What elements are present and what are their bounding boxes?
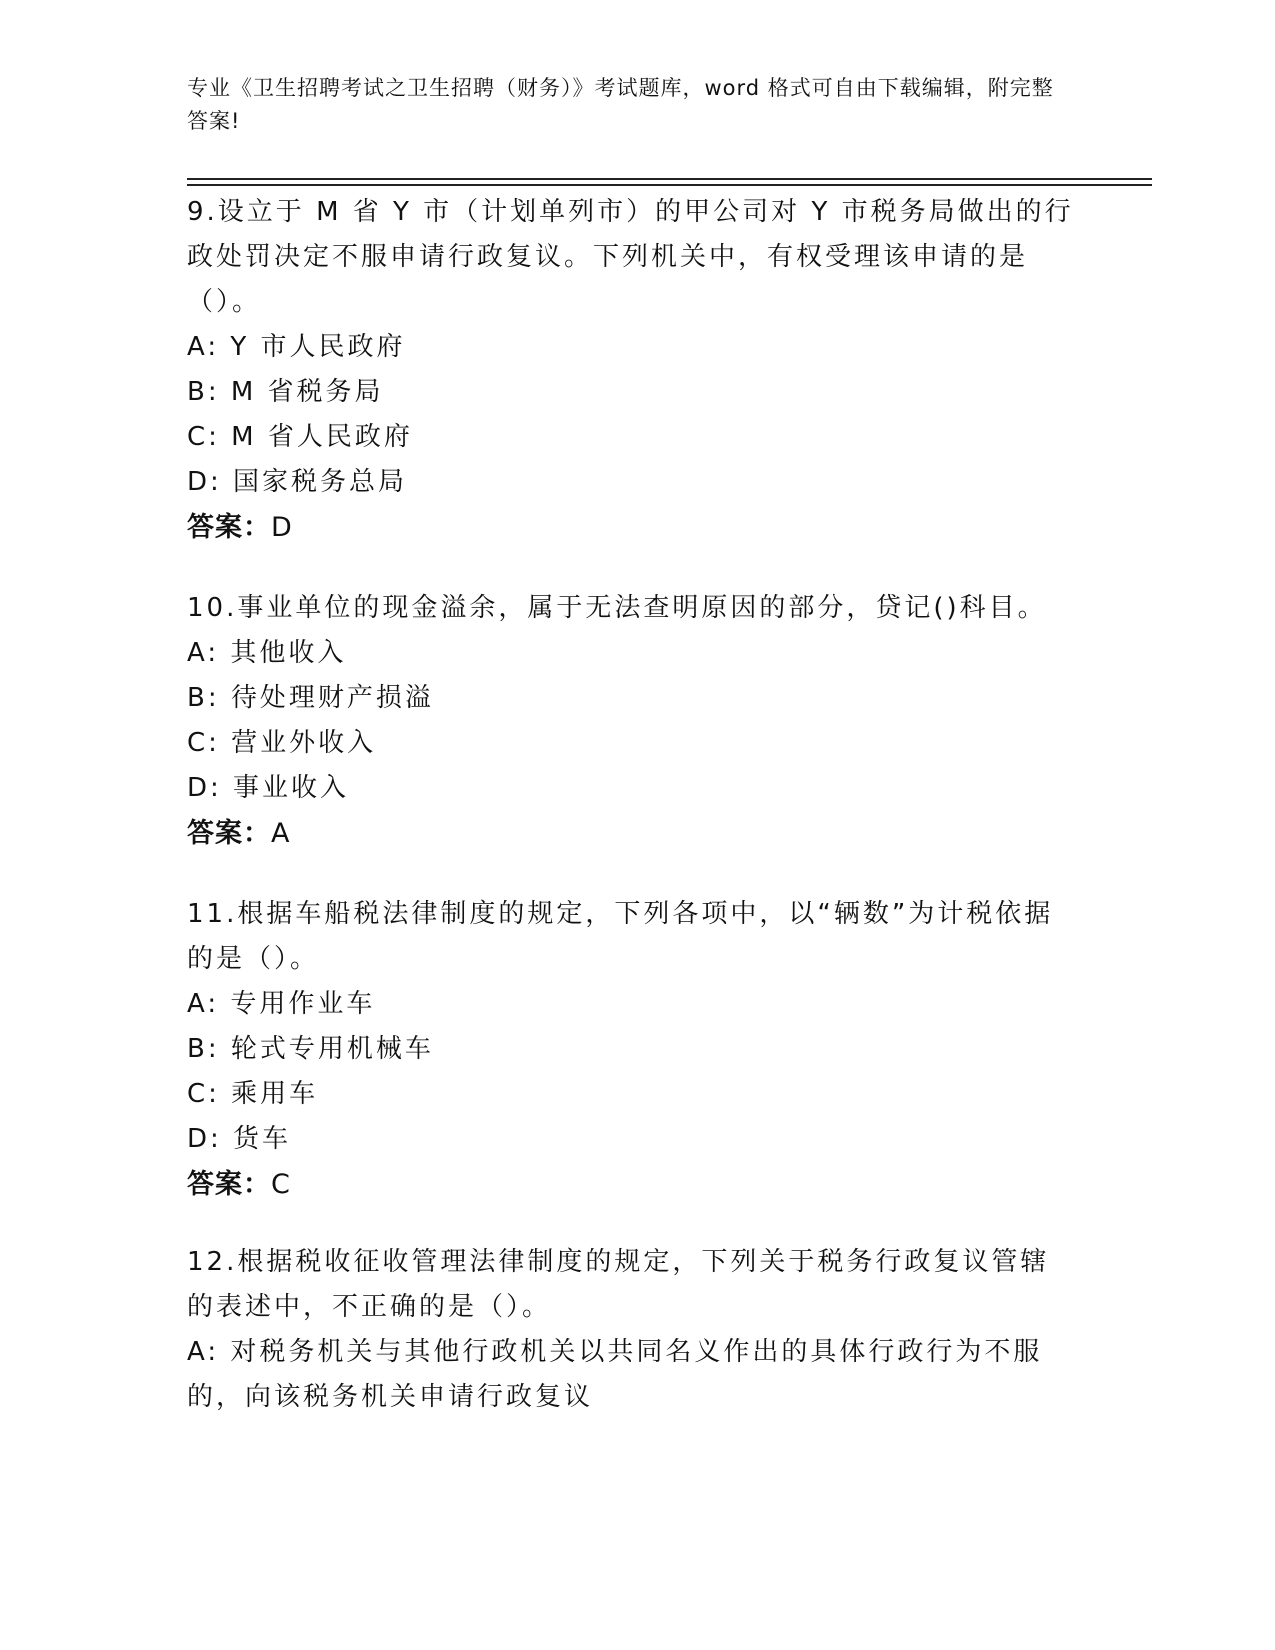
answer — [187, 811, 1077, 856]
question-10 — [187, 586, 1077, 856]
question-text: 9.设立于 M 省 Y 市（计划单列市）的甲公司对 Y 市税务局做出的行政处罚决定不服申请行政复议。下列机关中，有权受理该申请的是（）。 — [187, 197, 1074, 317]
answer-value: A — [271, 818, 291, 849]
option-c: C: M 省人民政府 — [187, 422, 413, 452]
question-text: 11.根据车船税法律制度的规定，下列各项中，以“辆数”为计税依据的是（）。 — [187, 899, 1054, 974]
header-rule-bottom — [187, 184, 1152, 186]
answer — [187, 1162, 1077, 1207]
answer — [187, 505, 1077, 550]
question-12 — [187, 1240, 1077, 1420]
document-header: 专业《卫生招聘考试之卫生招聘（财务）》考试题库，word 格式可自由下载编辑，附完整答案! — [187, 76, 1054, 133]
option-d: D: 货车 — [187, 1124, 292, 1154]
option-c: C: 营业外收入 — [187, 728, 377, 758]
answer-label: 答案： — [187, 818, 271, 849]
option-b: B: 待处理财产损溢 — [187, 683, 434, 713]
option-a: A: 专用作业车 — [187, 989, 376, 1019]
option-c: C: 乘用车 — [187, 1079, 319, 1109]
question-text: 12.根据税收征收管理法律制度的规定，下列关于税务行政复议管辖的表述中，不正确的是（）。 — [187, 1247, 1050, 1322]
option-a: A: Y 市人民政府 — [187, 332, 406, 362]
answer-value: D — [271, 512, 293, 543]
option-a: A: 其他收入 — [187, 638, 347, 668]
answer-value: C — [271, 1169, 291, 1200]
question-11 — [187, 892, 1077, 1207]
option-b: B: 轮式专用机械车 — [187, 1034, 434, 1064]
question-text: 10.事业单位的现金溢余，属于无法查明原因的部分，贷记()科目。 — [187, 593, 1047, 623]
question-9 — [187, 190, 1077, 550]
answer-label: 答案： — [187, 512, 271, 543]
option-a: A: 对税务机关与其他行政机关以共同名义作出的具体行政行为不服的，向该税务机关申请行政复议 — [187, 1337, 1043, 1412]
option-d: D: 国家税务总局 — [187, 467, 408, 497]
option-d: D: 事业收入 — [187, 773, 350, 803]
header-rule-top — [187, 178, 1152, 180]
answer-label: 答案： — [187, 1169, 271, 1200]
option-b: B: M 省税务局 — [187, 377, 384, 407]
